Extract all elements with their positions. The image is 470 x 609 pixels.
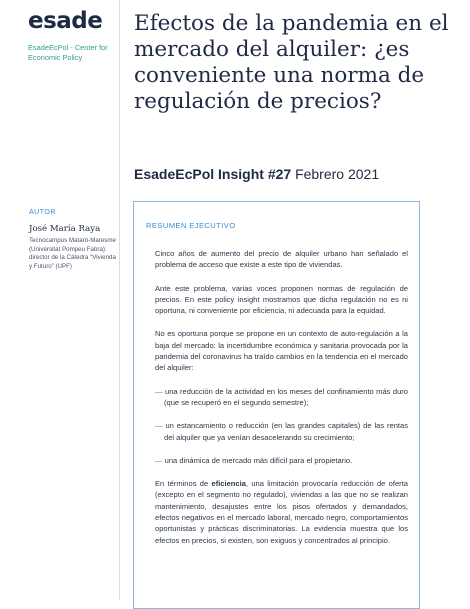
- summary-paragraph: [155, 478, 408, 546]
- summary-bullet: [155, 386, 408, 409]
- summary-title: RESUMEN EJECUTIVO: [146, 221, 236, 230]
- insight-subtitle: [134, 166, 379, 182]
- bullet-text: una dinámica de mercado más difícil para el propietario.: [164, 455, 353, 465]
- bullet-dash: —: [155, 421, 163, 431]
- summary-body: [155, 248, 408, 558]
- executive-summary-box: [133, 201, 420, 609]
- page-title: Efectos de la pandemia en el mercado del alquiler: ¿es conveniente una norma de regulación de precios?: [134, 11, 449, 114]
- summary-paragraph: Cinco años de aumento del precio de alquiler urbano han señalado el problema de acceso que existe a este tipo de viviendas.: [155, 249, 408, 270]
- esade-logo: esade: [28, 8, 103, 34]
- author-bio: Tecnocampus Mataró-Maresme (Universitat Pompeu Fabra): director de la Cátedra “Vivienda y Futuro” (UPF): [29, 237, 116, 270]
- bullet-dash: —: [155, 386, 163, 396]
- center-name: EsadeEcPol - Center for Economic Policy: [28, 43, 108, 62]
- bullet-dash: —: [155, 455, 163, 465]
- summary-paragraph: No es oportuna porque se propone en un contexto de auto-regulación a la baja del mercado: la incertidumbre económica y sanitaria provocada por la pandemia del coronavirus ha traído cambios en la tendencia en el mercado del alquiler:: [155, 329, 408, 373]
- bullet-text: un estancamiento o reducción (en las grandes capitales) de las rentas del alquiler que ya venían desacelerando su crecimiento;: [164, 421, 408, 442]
- bullet-text: una reducción de la actividad en los meses del confinamiento más duro (que se recuperó en el segundo semestre);: [164, 386, 408, 407]
- author-label: AUTOR: [29, 209, 56, 216]
- column-divider: [119, 0, 120, 600]
- author-name: José María Raya: [29, 224, 101, 234]
- insight-label: EsadeEcPol Insight #27: [134, 166, 292, 182]
- summary-bullet: [155, 420, 408, 443]
- summary-bullet: [155, 455, 408, 466]
- paragraph-rest: , una limitación provocaría reducción de oferta (excepto en el segmento no regulado), viviendas a las que no se realizan mantenimiento, desajustes entre los pisos ofertados y demandados, efectos negativos en el mercado laboral, mercado negro, comportamientos oportunistas y prácticas discriminatorias. La evidencia muestra que los efectos en precios, si existen, son exiguos y concentrados al principio.: [155, 479, 408, 545]
- emphasis-efficiency: eficiencia: [211, 479, 246, 489]
- paragraph-lead: En términos de: [155, 479, 209, 489]
- summary-paragraph: Ante este problema, varias voces proponen normas de regulación de precios. En este policy insight mostramos que dicha regulación no es ni oportuna, ni conveniente por eficiencia, ni adecuada para la equidad.: [155, 283, 408, 316]
- publication-date: Febrero 2021: [295, 166, 380, 182]
